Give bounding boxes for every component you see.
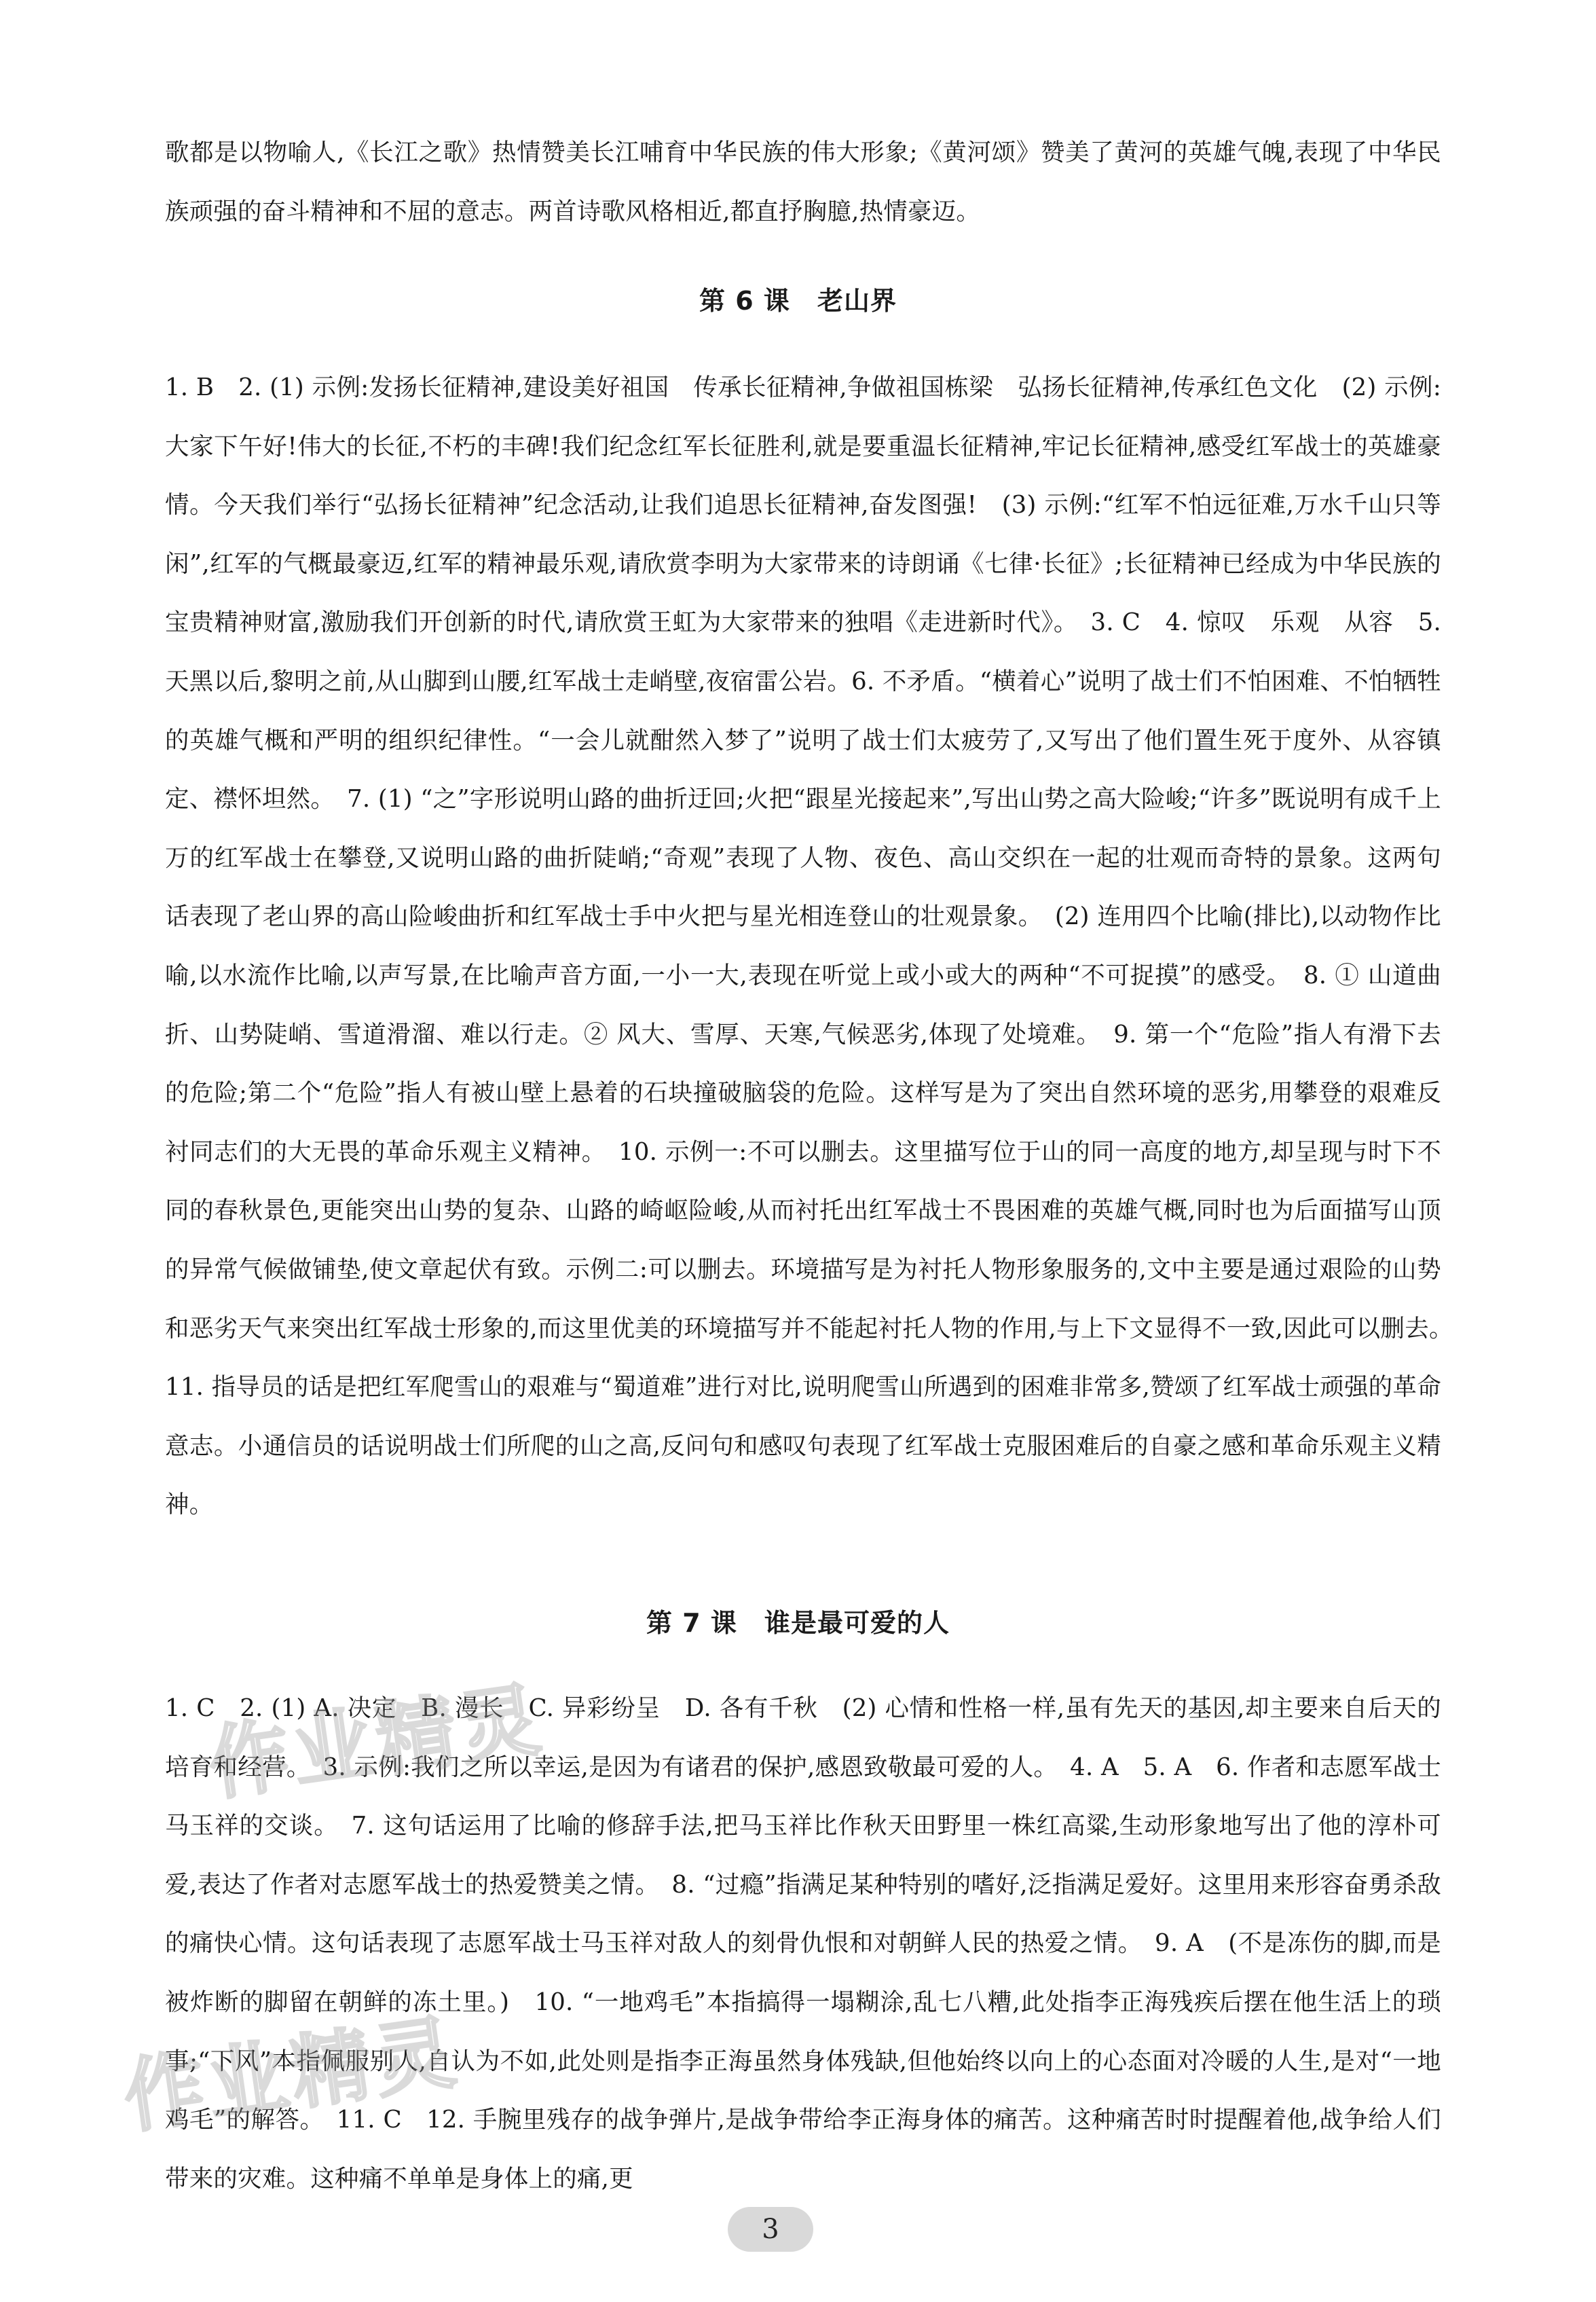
lesson-6-answers xyxy=(165,359,1466,1535)
intro-paragraph xyxy=(165,124,1441,241)
lesson-6-heading xyxy=(0,284,1596,318)
lesson-6-title: 老山界 xyxy=(817,286,897,316)
lesson-7-heading xyxy=(0,1606,1596,1640)
lesson-7-text: 1. C 2. (1) A. 决定 B. 漫长 C. 异彩纷呈 D. 各有千秋 (2) 心情和性格一样,虽有先天的基因,却主要来自后天的培育和经营。 3. 示例:我们之所以幸运,是因为有诸君的保护,感恩致敬最可爱的人。 4. A 5. A 6. 作者和志愿军战士马玉祥的交谈。 7. 这句话运用了比喻的修辞手法,把马玉祥比作秋天田野里一株红高粱,生动形象地写出了他的淳朴可爱,表达了作者对志愿军战士的热爱赞美之情。 8. “过瘾”指满足某种特别的嗜好,泛指满足爱好。这里用来形容奋勇杀敌的痛快心情。这句话表现了志愿军战士马玉祥对敌人的刻骨仇恨和对朝鲜人民的热爱之情。 9. A (不是冻伤的脚,而是被炸断的脚留在朝鲜的冻土里。) 10. “一地鸡毛”本指搞得一塌糊涂,乱七八糟,此处指李正海残疾后摆在他生活上的琐事;“下风”本指佩服别人,自认为不如,此处则是指李正海虽然身体残缺,但他始终以向上的心态面对冷暖的人生,是对“一地鸡毛”的解答。 11. C 12. 手腕里残存的战争弹片,是战争带给李正海身体的痛苦。这种痛苦时时提醒着他,战争给人们带来的灾难。这种痛不单单是身体上的痛,更 xyxy=(165,1694,1441,2193)
lesson-6-number: 第 6 课 xyxy=(699,286,790,316)
page-number: 3 xyxy=(728,2207,813,2252)
watermark-lower: 作业精灵 xyxy=(118,2005,465,2144)
lesson-7-number: 第 7 课 xyxy=(646,1608,737,1638)
lesson-7-answers xyxy=(165,1679,1441,2208)
lesson-6-text: 1. B 2. (1) 示例:发扬长征精神,建设美好祖国 传承长征精神,争做祖国栋梁 弘扬长征精神,传承红色文化 (2) 示例:大家下午好!伟大的长征,不朽的丰碑!我们纪念红军长征胜利,就是要重温长征精神,牢记长征精神,感受红军战士的英雄豪情。今天我们举行“弘扬长征精神”纪念活动,让我们追思长征精神,奋发图强! (3) 示例:“红军不怕远征难,万水千山只等闲”,红军的气概最豪迈,红军的精神最乐观,请欣赏李明为大家带来的诗朗诵《七律·长征》;长征精神已经成为中华民族的宝贵精神财富,激励我们开创新的时代,请欣赏王虹为大家带来的独唱《走进新时代》。 3. C 4. 惊叹 乐观 从容 5. 天黑以后,黎明之前,从山脚到山腰,红军战士走峭壁,夜宿雷公岩。6. 不矛盾。“横着心”说明了战士们不怕困难、不怕牺牲的英雄气概和严明的组织纪律性。“一会儿就酣然入梦了”说明了战士们太疲劳了,又写出了他们置生死于度外、从容镇定、襟怀坦然。 7. (1) “之”字形说明山路的曲折迂回;火把“跟星光接起来”,写出山势之高大险峻;“许多”既说明有成千上万的红军战士在攀登,又说明山路的曲折陡峭;“奇观”表现了人物、夜色、高山交织在一起的壮观而奇特的景象。这两句话表现了老山界的高山险峻曲折和红军战士手中火把与星光相连登山的壮观景象。 (2) 连用四个比喻(排比),以动物作比喻,以水流作比喻,以声写景,在比喻声音方面,一小一大,表现在听觉上或小或大的两种“不可捉摸”的感受。 8. ① 山道曲折、山势陡峭、雪道滑溜、难以行走。② 风大、雪厚、天寒,气候恶劣,体现了处境难。 9. 第一个“危险”指人有滑下去的危险;第二个“危险”指人有被山壁上悬着的石块撞破脑袋的危险。这样写是为了突出自然环境的恶劣,用攀登的艰难反衬同志们的大无畏的革命乐观主义精神。 10. 示例一:不可以删去。这里描写位于山的同一高度的地方,却呈现与时下不同的春秋景色,更能突出山势的复杂、山路的崎岖险峻,从而衬托出红军战士不畏困难的英雄气概,同时也为后面描写山顶的异常气候做铺垫,使文章起伏有致。示例二:可以删去。环境描写是为衬托人物形象服务的,文中主要是通过艰险的山势和恶劣天气来突出红军战士形象的,而这里优美的环境描写并不能起衬托人物的作用,与上下文显得不一致,因此可以删去。 11. 指导员的话是把红军爬雪山的艰难与“蜀道难”进行对比,说明爬雪山所遇到的困难非常多,赞颂了红军战士顽强的革命意志。小通信员的话说明战士们所爬的山之高,反问句和感叹句表现了红军战士克服困难后的自豪之感和革命乐观主义精神。 xyxy=(165,373,1466,1519)
lesson-7-title: 谁是最可爱的人 xyxy=(764,1608,950,1638)
intro-text: 歌都是以物喻人,《长江之歌》热情赞美长江哺育中华民族的伟大形象;《黄河颂》赞美了黄河的英雄气魄,表现了中华民族顽强的奋斗精神和不屈的意志。两首诗歌风格相近,都直抒胸臆,热情豪迈。 xyxy=(165,139,1441,225)
watermark-upper: 作业精灵 xyxy=(203,1672,550,1812)
